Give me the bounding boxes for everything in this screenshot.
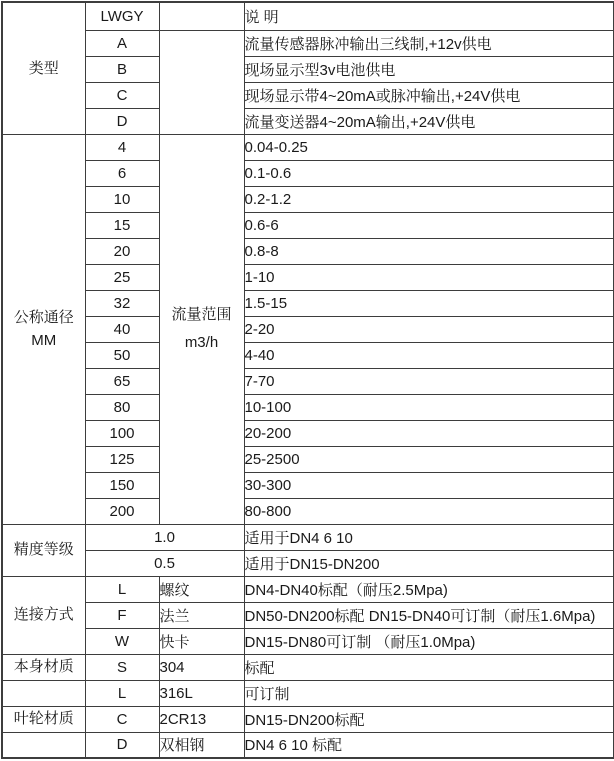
flow-range-cell: 0.6-6 [244, 212, 614, 238]
diameter-code-cell: 100 [85, 420, 159, 446]
diameter-code-cell: 125 [85, 446, 159, 472]
material-code-cell: S [85, 654, 159, 680]
accuracy-value-cell: 0.5 [85, 550, 244, 576]
diameter-label-line2: MM [31, 332, 57, 349]
diameter-code-cell: 4 [85, 134, 159, 160]
flow-range-cell: 7-70 [244, 368, 614, 394]
connection-desc-cell: DN4-DN40标配（耐压2.5Mpa) [244, 576, 614, 602]
table-row [2, 576, 614, 602]
diameter-code-cell: 40 [85, 316, 159, 342]
diameter-label-line1: 公称通径 [13, 308, 74, 326]
type-code-cell: C [85, 82, 159, 108]
table-row [2, 420, 614, 446]
accuracy-desc-cell: 适用于DN4 6 10 [244, 524, 614, 550]
empty-cell [2, 732, 85, 758]
flow-range-cell: 0.8-8 [244, 238, 614, 264]
table-row [2, 654, 614, 680]
table-row [2, 30, 614, 56]
table-row [2, 56, 614, 82]
table-row [2, 134, 614, 160]
flow-range-cell: 1.5-15 [244, 290, 614, 316]
category-type-label: 类型 [2, 2, 85, 134]
table-row [2, 628, 614, 654]
connection-desc-cell: DN50-DN200标配 DN15-DN40可订制（耐压1.6Mpa) [244, 602, 614, 628]
table-row [2, 446, 614, 472]
table-row [2, 316, 614, 342]
connection-desc-cell: DN15-DN80可订制 （耐压1.0Mpa) [244, 628, 614, 654]
diameter-code-cell: 80 [85, 394, 159, 420]
category-body-material-label: 本身材质 [2, 654, 85, 680]
table-row [2, 732, 614, 758]
material-desc-cell: DN4 6 10 标配 [244, 732, 614, 758]
flow-range-line1: 流量范围 [171, 305, 232, 323]
diameter-code-cell: 20 [85, 238, 159, 264]
table-row [2, 160, 614, 186]
type-desc-cell: 现场显示带4~20mA或脉冲输出,+24V供电 [244, 82, 614, 108]
empty-cell [159, 30, 244, 134]
flow-range-cell: 2-20 [244, 316, 614, 342]
category-accuracy-label: 精度等级 [2, 524, 85, 576]
type-desc-cell: 现场显示型3v电池供电 [244, 56, 614, 82]
description-header-cell: 说 明 [244, 2, 614, 30]
table-row [2, 342, 614, 368]
connection-code-cell: F [85, 602, 159, 628]
empty-cell [159, 2, 244, 30]
table-row [2, 706, 614, 732]
table-row [2, 290, 614, 316]
connection-type-cell: 螺纹 [159, 576, 244, 602]
diameter-code-cell: 200 [85, 498, 159, 524]
diameter-code-cell: 6 [85, 160, 159, 186]
table-row [2, 264, 614, 290]
flow-range-cell: 25-2500 [244, 446, 614, 472]
flow-range-cell: 4-40 [244, 342, 614, 368]
type-desc-cell: 流量变送器4~20mA输出,+24V供电 [244, 108, 614, 134]
material-code-cell: D [85, 732, 159, 758]
accuracy-value-cell: 1.0 [85, 524, 244, 550]
diameter-code-cell: 10 [85, 186, 159, 212]
connection-type-cell: 法兰 [159, 602, 244, 628]
type-code-cell: D [85, 108, 159, 134]
connection-type-cell: 快卡 [159, 628, 244, 654]
table-row [2, 2, 614, 30]
flow-range-cell: 20-200 [244, 420, 614, 446]
category-connection-label: 连接方式 [2, 576, 85, 654]
type-code-cell: B [85, 56, 159, 82]
table-row [2, 212, 614, 238]
table-row [2, 82, 614, 108]
material-type-cell: 2CR13 [159, 706, 244, 732]
flowmeter-spec-sheet [0, 1, 614, 761]
accuracy-desc-cell: 适用于DN15-DN200 [244, 550, 614, 576]
category-impeller-material-label: 叶轮材质 [2, 706, 85, 732]
connection-code-cell: W [85, 628, 159, 654]
flow-range-line2: m3/h [184, 334, 219, 351]
diameter-code-cell: 32 [85, 290, 159, 316]
table-row [2, 602, 614, 628]
material-desc-cell: DN15-DN200标配 [244, 706, 614, 732]
table-row [2, 394, 614, 420]
type-code-cell: A [85, 30, 159, 56]
table-row [2, 550, 614, 576]
table-row [2, 238, 614, 264]
material-type-cell: 316L [159, 680, 244, 706]
flow-range-cell: 80-800 [244, 498, 614, 524]
empty-cell [2, 680, 85, 706]
connection-code-cell: L [85, 576, 159, 602]
material-desc-cell: 可订制 [244, 680, 614, 706]
diameter-code-cell: 50 [85, 342, 159, 368]
type-desc-cell: 流量传感器脉冲输出三线制,+12v供电 [244, 30, 614, 56]
flow-range-cell: 0.04-0.25 [244, 134, 614, 160]
table-row [2, 472, 614, 498]
table-row [2, 368, 614, 394]
material-type-cell: 双相钢 [159, 732, 244, 758]
table-row [2, 108, 614, 134]
table-row [2, 186, 614, 212]
flow-range-label [159, 134, 244, 524]
category-diameter-label [2, 134, 85, 524]
diameter-code-cell: 15 [85, 212, 159, 238]
material-desc-cell: 标配 [244, 654, 614, 680]
flow-range-cell: 0.2-1.2 [244, 186, 614, 212]
material-code-cell: C [85, 706, 159, 732]
diameter-code-cell: 25 [85, 264, 159, 290]
table-row [2, 524, 614, 550]
diameter-code-cell: 150 [85, 472, 159, 498]
model-code-cell: LWGY [85, 2, 159, 30]
diameter-code-cell: 65 [85, 368, 159, 394]
table-row [2, 680, 614, 706]
flow-range-cell: 30-300 [244, 472, 614, 498]
material-code-cell: L [85, 680, 159, 706]
flow-range-cell: 1-10 [244, 264, 614, 290]
table-row [2, 498, 614, 524]
flow-range-cell: 0.1-0.6 [244, 160, 614, 186]
spec-table [1, 1, 614, 759]
material-type-cell: 304 [159, 654, 244, 680]
flow-range-cell: 10-100 [244, 394, 614, 420]
